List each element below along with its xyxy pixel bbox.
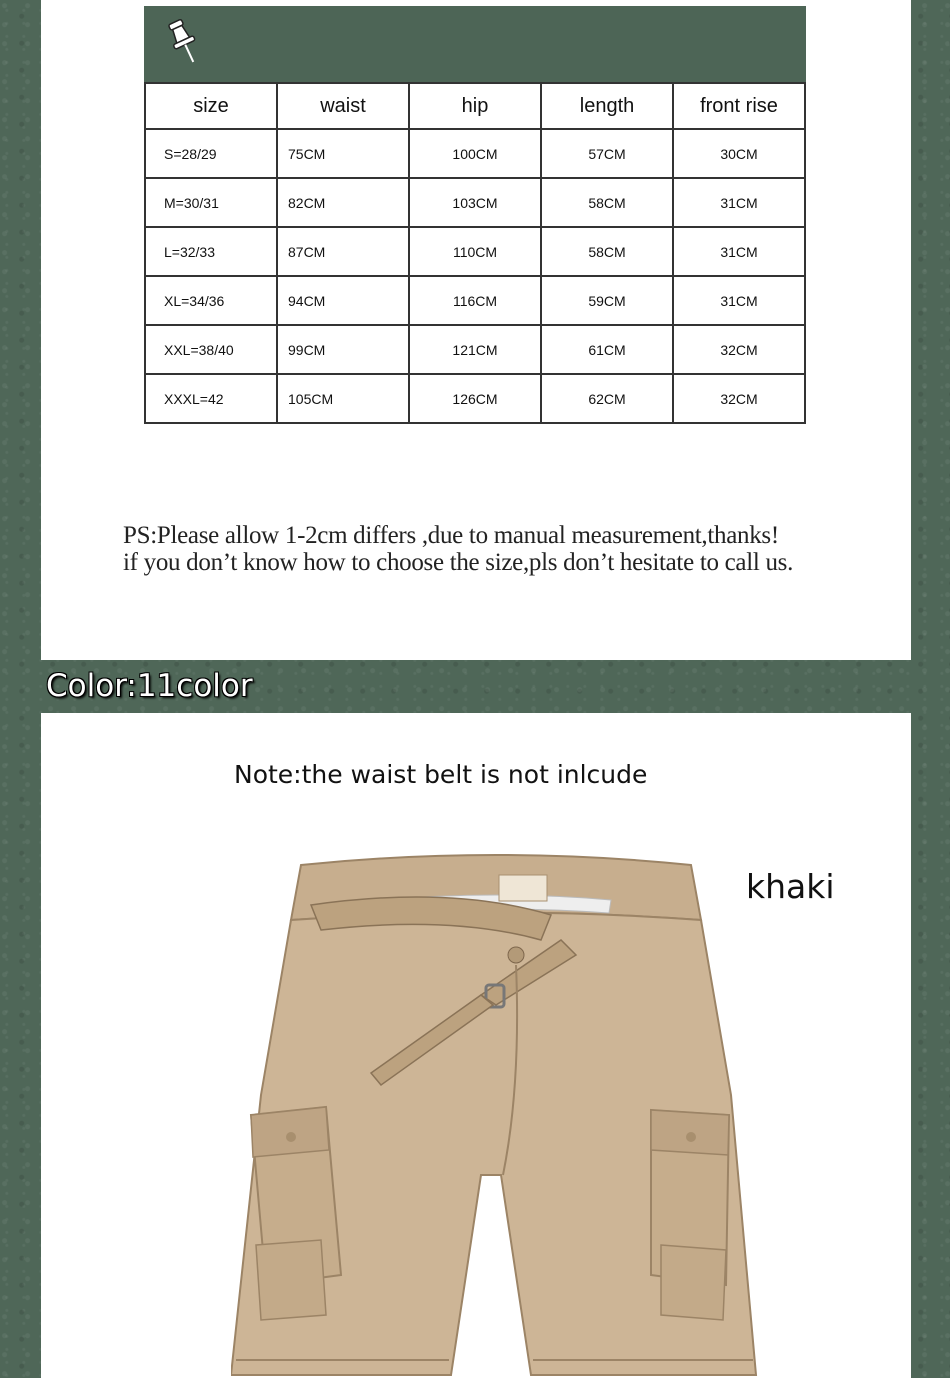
table-cell: 58CM (541, 178, 673, 227)
table-cell: 126CM (409, 374, 541, 423)
table-cell: XL=34/36 (145, 276, 277, 325)
table-cell: 94CM (277, 276, 409, 325)
table-cell: L=32/33 (145, 227, 277, 276)
table-cell: S=28/29 (145, 129, 277, 178)
table-cell: 62CM (541, 374, 673, 423)
table-cell: 103CM (409, 178, 541, 227)
table-cell: 31CM (673, 178, 805, 227)
ps-note (123, 522, 883, 576)
table-row (145, 325, 805, 374)
table-cell: 116CM (409, 276, 541, 325)
table-cell: 32CM (673, 325, 805, 374)
table-row (145, 129, 805, 178)
table-row (145, 178, 805, 227)
table-header-row (145, 83, 805, 129)
table-cell: 99CM (277, 325, 409, 374)
table-cell: 32CM (673, 374, 805, 423)
table-row (145, 227, 805, 276)
size-chart (144, 6, 806, 424)
header-length: length (541, 83, 673, 129)
header-hip: hip (409, 83, 541, 129)
header-size: size (145, 83, 277, 129)
table-row (145, 276, 805, 325)
pushpin-icon (164, 16, 204, 68)
color-name-label: khaki (746, 867, 835, 906)
table-row (145, 374, 805, 423)
table-cell: 61CM (541, 325, 673, 374)
header-front-rise: front rise (673, 83, 805, 129)
table-cell: 59CM (541, 276, 673, 325)
table-cell: 31CM (673, 227, 805, 276)
table-cell: XXXL=42 (145, 374, 277, 423)
table-cell: 58CM (541, 227, 673, 276)
size-chart-header-bar (144, 6, 806, 82)
ps-note-line-2: if you don’t know how to choose the size,pls don’t hesitate to call us. (123, 549, 794, 576)
table-cell: 82CM (277, 178, 409, 227)
khaki-cargo-shorts-image (231, 845, 761, 1378)
table-cell: 110CM (409, 227, 541, 276)
table-cell: 105CM (277, 374, 409, 423)
table-cell: 30CM (673, 129, 805, 178)
color-panel (41, 713, 911, 1378)
color-heading: Color:11color (46, 668, 253, 704)
table-cell: 57CM (541, 129, 673, 178)
header-waist: waist (277, 83, 409, 129)
table-cell: 75CM (277, 129, 409, 178)
table-cell: 87CM (277, 227, 409, 276)
belt-note: Note:the waist belt is not inlcude (234, 760, 648, 789)
table-cell: XXL=38/40 (145, 325, 277, 374)
size-chart-panel (41, 0, 911, 660)
table-cell: 31CM (673, 276, 805, 325)
table-cell: M=30/31 (145, 178, 277, 227)
size-table (144, 82, 806, 424)
table-body (145, 129, 805, 423)
table-cell: 100CM (409, 129, 541, 178)
ps-note-line-1: PS:Please allow 1-2cm differs ,due to manual measurement,thanks! (123, 522, 779, 549)
table-cell: 121CM (409, 325, 541, 374)
